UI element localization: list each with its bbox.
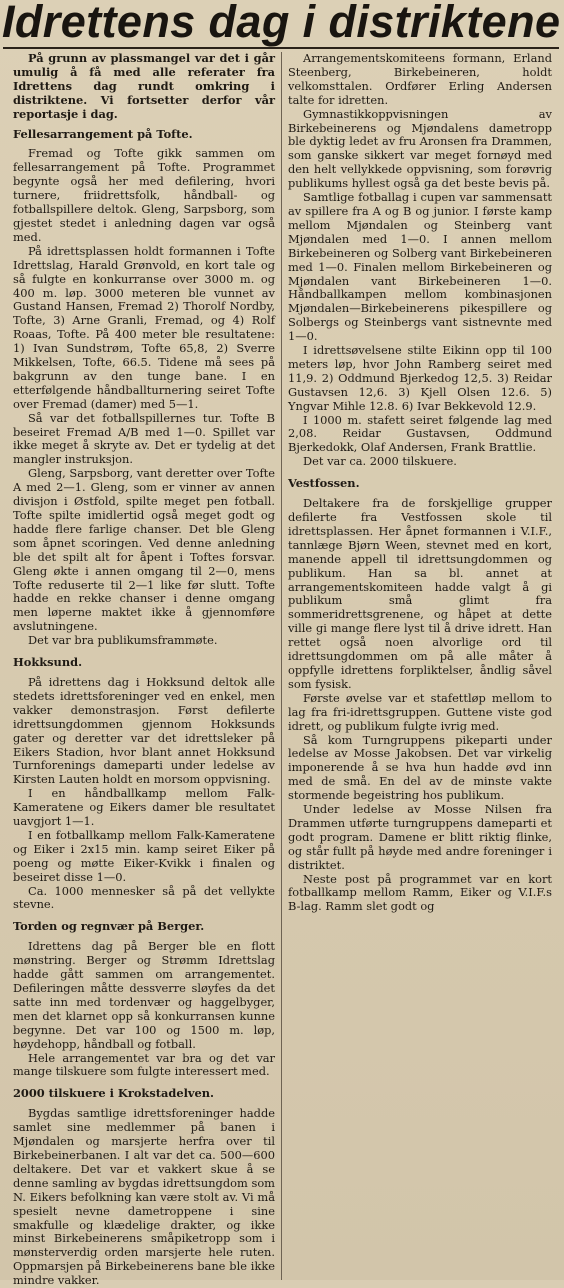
- section-heading-krokstadelven: 2000 tilskuere i Krokstadelven.: [13, 1086, 215, 1101]
- paragraph: I en håndballkamp mellom Falk-Kameratene og Eikers damer ble resultatet uavgjort 1—1.: [13, 786, 275, 829]
- paragraph: Under ledelse av Mosse Nilsen fra Drammen utførte turngruppens dameparti et godt program. Damene er blitt riktig flinke, og står fullt på høyde med andre foreninger i distriktet.: [288, 802, 552, 872]
- paragraph: I idrettsøvelsene stilte Eikinn opp til 100 meters løp, hvor John Ramberg seiret med 11,9. 2) Oddmund Bjerkedog 12,5. 3) Reidar Gustavsen 12,6. 3) Kjell Olsen 12.6. 5) Yngvar Mihle 12.8. 6) Ivar Bekkevold 12.9.: [288, 343, 552, 413]
- paragraph: Det var ca. 2000 tilskuere.: [303, 454, 457, 469]
- column-right: [288, 52, 552, 1280]
- paragraph: Deltakere fra de forskjellige grupper defilerte fra Vestfossen skole til idrettsplassen. Her åpnet formannen i V.I.F., tannlæge Bjørn Ween, stevnet med en kort, manende appell til idrettsungdommen og publikum. Han sa bl. annet at arrangementskomiteen hadde valgt å gi publikum små glimt fra sommeridrettsgrenene, og håpet at dette ville gi mange flere lyst til å drive idrett. Han rettet også noen alvorlige ord til idrettsungdommen om på alle måter å oppfylle idrettens forpliktelser, åndlig såvel som fysisk.: [288, 496, 552, 691]
- paragraph: Så var det fotballspillernes tur. Tofte B beseiret Fremad A/B med 1—0. Spillet var ikke meget å skryte av. Det er tydelig at det mangler instruksjon.: [13, 410, 275, 467]
- paragraph: Neste post på programmet var en kort fotballkamp mellom Ramm, Eiker og V.I.F.s B-lag. Ramm slet godt og: [288, 871, 552, 914]
- section-heading-tofte: Fellesarrangement på Tofte.: [13, 126, 193, 141]
- paragraph: Idrettens dag på Berger ble en flott mønstring. Berger og Strømm Idrettslag hadde gått sammen om arrangementet. Defileringen måtte dessverre sløyfes da det satte inn med tordenvær og haggelbyger, men det klarnet opp så konkurransen kunne begynne. Det var 100 og 1500 m. løp, høydehopp, håndball og fotball.: [13, 939, 275, 1051]
- section-heading-hokksund: Hokksund.: [13, 655, 83, 670]
- paragraph: Fremad og Tofte gikk sammen om fellesarrangement på Tofte. Programmet begynte også her med defilering, hvori turnere, friidrettsfolk, håndball- og fotballspillere deltok. Gleng, Sarpsborg, som gjestet stedet i anledning dagen var også med.: [13, 146, 275, 244]
- section-heading-berger: Torden og regnvær på Berger.: [13, 919, 205, 934]
- headline: Idrettens dag i distriktene: [2, 0, 561, 47]
- paragraph: Samtlige fotballag i cupen var sammensatt av spillere fra A og B og junior. I første kamp mellom Mjøndalen og Steinberg vant Mjøndalen med 1—0. I annen mellom Birkebeineren og Solberg vant Birkebeineren med 1—0. Finalen mellom Birkebeineren og Mjøndalen vant Birkebeineren 1—0. Håndballkampen mellom kombinasjonen Mjøndalen—Birkebeinerens pikespillere og Solbergs og Steinbergs vant sistnevnte med 1—0.: [288, 190, 552, 344]
- headline-rule: [3, 47, 559, 49]
- paragraph: Bygdas samtlige idrettsforeninger hadde samlet sine medlemmer på banen i Mjøndalen og marsjerte herfra over til Birkebeinerbanen. I alt var det ca. 500—600 deltakere. Det var et vakkert skue å se denne samling av bygdas idrettsungdom som N. Eikers befolkning kan være stolt av. Vi må spesielt nevne dametroppene i sine smakfulle og klædelige drakter, og ikke minst Birkebeinerens småpiketropp som i mønsterverdig orden marsjerte hele ruten. Oppmarsjen på Birkebeinerens bane ble ikke mindre vakker.: [13, 1106, 275, 1288]
- paragraph: Hele arrangementet var bra og det var mange tilskuere som fulgte interessert med.: [13, 1050, 275, 1079]
- paragraph: Gymnastikkoppvisningen av Birkebeinerens og Mjøndalens dametropp ble dyktig ledet av fru Aronsen fra Drammen, som ganske sikkert var meget fornøyd med den helt vellykkede oppvisning, som forøvrig publikums hyllest også ga det beste bevis på.: [288, 106, 552, 191]
- paragraph: Så kom Turngruppens pikeparti under ledelse av Mosse Jakobsen. Det var virkelig imponerende å se hva hun hadde øvd inn med de små. En del av de minste vakte stormende begeistring hos publikum.: [288, 732, 552, 803]
- paragraph: I 1000 m. stafett seiret følgende lag med 2,08. Reidar Gustavsen, Oddmund Bjerkedokk, Olaf Andersen, Frank Brattlie.: [288, 412, 552, 455]
- paragraph: Første øvelse var et stafettløp mellom to lag fra fri-idrettsgruppen. Guttene viste god idrett, og publikum fulgte ivrig med.: [288, 690, 552, 733]
- column-divider: [281, 52, 282, 1280]
- paragraph: Gleng, Sarpsborg, vant deretter over Tofte A med 2—1. Gleng, som er vinner av annen divisjon i Østfold, spilte meget pen fotball. Tofte spilte imidlertid også meget godt og hadde flere farlige chanser. Det ble Gleng som åpnet scoringen. Ved denne anledning ble det spilt alt for åpent i Toftes forsvar. Gleng økte i annen omgang til 2—0, mens Tofte reduserte til 2—1 like før slutt. Tofte hadde en rekke chanser i denne omgang men løperne maktet ikke å gjennomføre avslutningene.: [13, 466, 275, 634]
- paragraph: På idrettsplassen holdt formannen i Tofte Idrettslag, Harald Grønvold, en kort tale og så fulgte en konkurranse over 3000 m. og 400 m. løp. 3000 meteren ble vunnet av Gustand Hansen, Fremad 2) Thorolf Nordby, Tofte, 3) Arne Granli, Fremad, og 4) Rolf Roaas, Tofte. På 400 meter ble resultatene: 1) Ivan Sundstrøm, Tofte 65,8, 2) Sverre Mikkelsen, Tofte, 66.5. Tidene må sees på bakgrunn av den tunge bane. I en etterfølgende håndballturnering seiret Tofte over Fremad (damer) med 5—1.: [13, 243, 275, 411]
- column-left: [13, 51, 275, 1288]
- paragraph: Ca. 1000 mennesker så på det vellykte stevne.: [13, 883, 275, 912]
- paragraph: I en fotballkamp mellom Falk-Kameratene og Eiker i 2x15 min. kamp seiret Eiker på poeng og møtte Eiker-Kvikk i finalen og beseiret disse 1—0.: [13, 827, 275, 884]
- paragraph: På idrettens dag i Hokksund deltok alle stedets idrettsforeninger ved en enkel, men vakker demonstrasjon. Først defilerte idrettsungdommen gjennom Hokksunds gater og deretter var det idrettsleker på Eikers Stadion, hvor blant annet Hokksund Turnforenings dameparti under ledelse av Kirsten Lauten holdt en morsom oppvisning.: [13, 674, 275, 787]
- intro-paragraph: På grunn av plassmangel var det i går umulig å få med alle referater fra Idrettens dag rundt omkring i distriktene. Vi fortsetter derfor vår reportasje i dag.: [13, 51, 275, 121]
- paragraph: Arrangementskomiteens formann, Erland Steenberg, Birkebeineren, holdt velkomsttalen. Ordfører Erling Andersen talte for idretten.: [288, 51, 552, 107]
- section-heading-vestfossen: Vestfossen.: [288, 476, 360, 491]
- paragraph: Det var bra publikumsframmøte.: [28, 633, 218, 648]
